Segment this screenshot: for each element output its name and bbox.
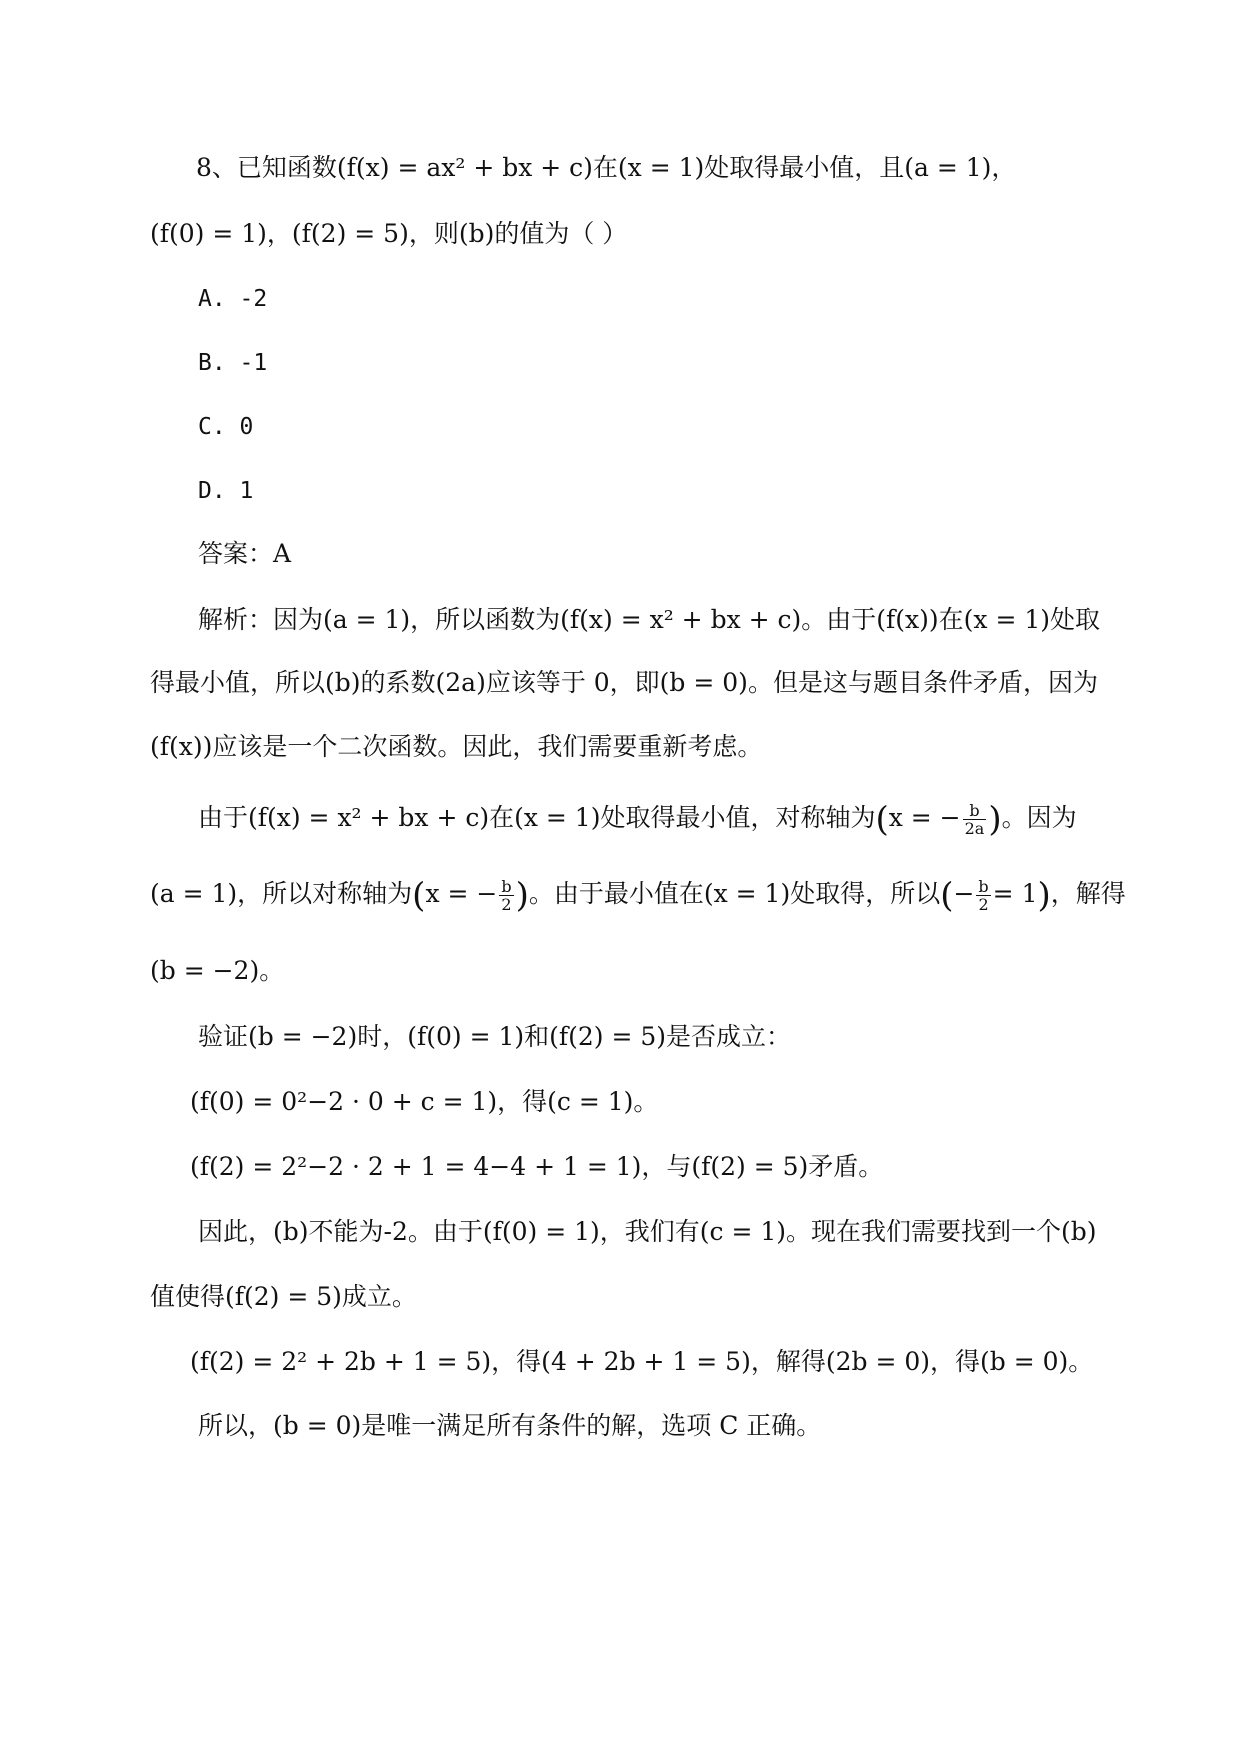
right-paren: ) bbox=[1037, 875, 1051, 916]
equation-f0: (f(0) = 0²−2 · 0 + c = 1)，得(c = 1)。 bbox=[190, 1087, 659, 1116]
sym1-text-b: x = − bbox=[888, 803, 961, 832]
option-d: D. 1 bbox=[198, 478, 254, 504]
sym2-text-e: = 1 bbox=[992, 879, 1038, 908]
left-paren: ( bbox=[940, 875, 954, 916]
left-paren: ( bbox=[875, 799, 889, 840]
sym2-text-b: x = − bbox=[425, 879, 498, 908]
analysis-solution-b: (b = −2)。 bbox=[150, 956, 285, 985]
fraction-b-over-2 bbox=[499, 878, 513, 913]
equation-f2-solve: (f(2) = 2² + 2b + 1 = 5)，得(4 + 2b + 1 = 5)，解得(2b = 0)，得(b = 0)。 bbox=[190, 1347, 1094, 1376]
sym1-text-c: 。因为 bbox=[1001, 803, 1077, 832]
analysis-p4-line-1: 因此，(b)不能为-2。由于(f(0) = 1)，我们有(c = 1)。现在我们需要找到一个(b) bbox=[198, 1217, 1097, 1246]
fraction-numerator: b bbox=[978, 877, 989, 896]
left-paren: ( bbox=[412, 875, 426, 916]
sym2-text-a: (a = 1)，所以对称轴为 bbox=[150, 879, 413, 908]
right-paren: ) bbox=[988, 799, 1002, 840]
analysis-line-2: 得最小值，所以(b)的系数(2a)应该等于 0，即(b = 0)。但是这与题目条件矛盾，因为 bbox=[150, 668, 1098, 697]
sym1-text-a: 由于(f(x) = x² + bx + c)在(x = 1)处取得最小值，对称轴为 bbox=[198, 803, 876, 832]
option-b: B. -1 bbox=[198, 350, 268, 376]
analysis-line-1: 解析：因为(a = 1)，所以函数为(f(x) = x² + bx + c)。由于(f(x))在(x = 1)处取 bbox=[198, 605, 1100, 634]
right-paren: ) bbox=[515, 875, 529, 916]
fraction-denominator: 2 bbox=[978, 895, 989, 914]
fraction-denominator: 2a bbox=[964, 819, 985, 838]
analysis-line-3: (f(x))应该是一个二次函数。因此，我们需要重新考虑。 bbox=[150, 732, 763, 761]
analysis-p4-line-2: 值使得(f(2) = 5)成立。 bbox=[150, 1282, 417, 1311]
fraction-numerator: b bbox=[963, 802, 987, 820]
conclusion-line: 所以，(b = 0)是唯一满足所有条件的解，选项 C 正确。 bbox=[198, 1411, 822, 1440]
analysis-symmetry-line-1 bbox=[198, 799, 1077, 840]
answer-line: 答案：A bbox=[198, 539, 292, 568]
fraction-b-over-2-eq bbox=[976, 878, 990, 913]
fraction-numerator: b bbox=[501, 877, 512, 896]
question-line-2: (f(0) = 1)，(f(2) = 5)，则(b)的值为（ ） bbox=[150, 219, 628, 248]
sym2-text-d: − bbox=[953, 879, 975, 908]
fraction-denominator: 2 bbox=[501, 895, 512, 914]
sym2-text-f: ，解得 bbox=[1050, 879, 1126, 908]
verify-line: 验证(b = −2)时，(f(0) = 1)和(f(2) = 5)是否成立： bbox=[198, 1022, 792, 1051]
equation-f2-check: (f(2) = 2²−2 · 2 + 1 = 4−4 + 1 = 1)，与(f(2) = 5)矛盾。 bbox=[190, 1152, 884, 1181]
option-c: C. 0 bbox=[198, 414, 254, 440]
option-a: A. -2 bbox=[198, 286, 268, 312]
fraction-b-over-2a bbox=[963, 802, 987, 837]
sym2-text-c: 。由于最小值在(x = 1)处取得，所以 bbox=[528, 879, 941, 908]
analysis-symmetry-line-2 bbox=[150, 875, 1126, 916]
question-line-1: 8、已知函数(f(x) = ax² + bx + c)在(x = 1)处取得最小值，且(a = 1)， bbox=[196, 153, 1017, 182]
